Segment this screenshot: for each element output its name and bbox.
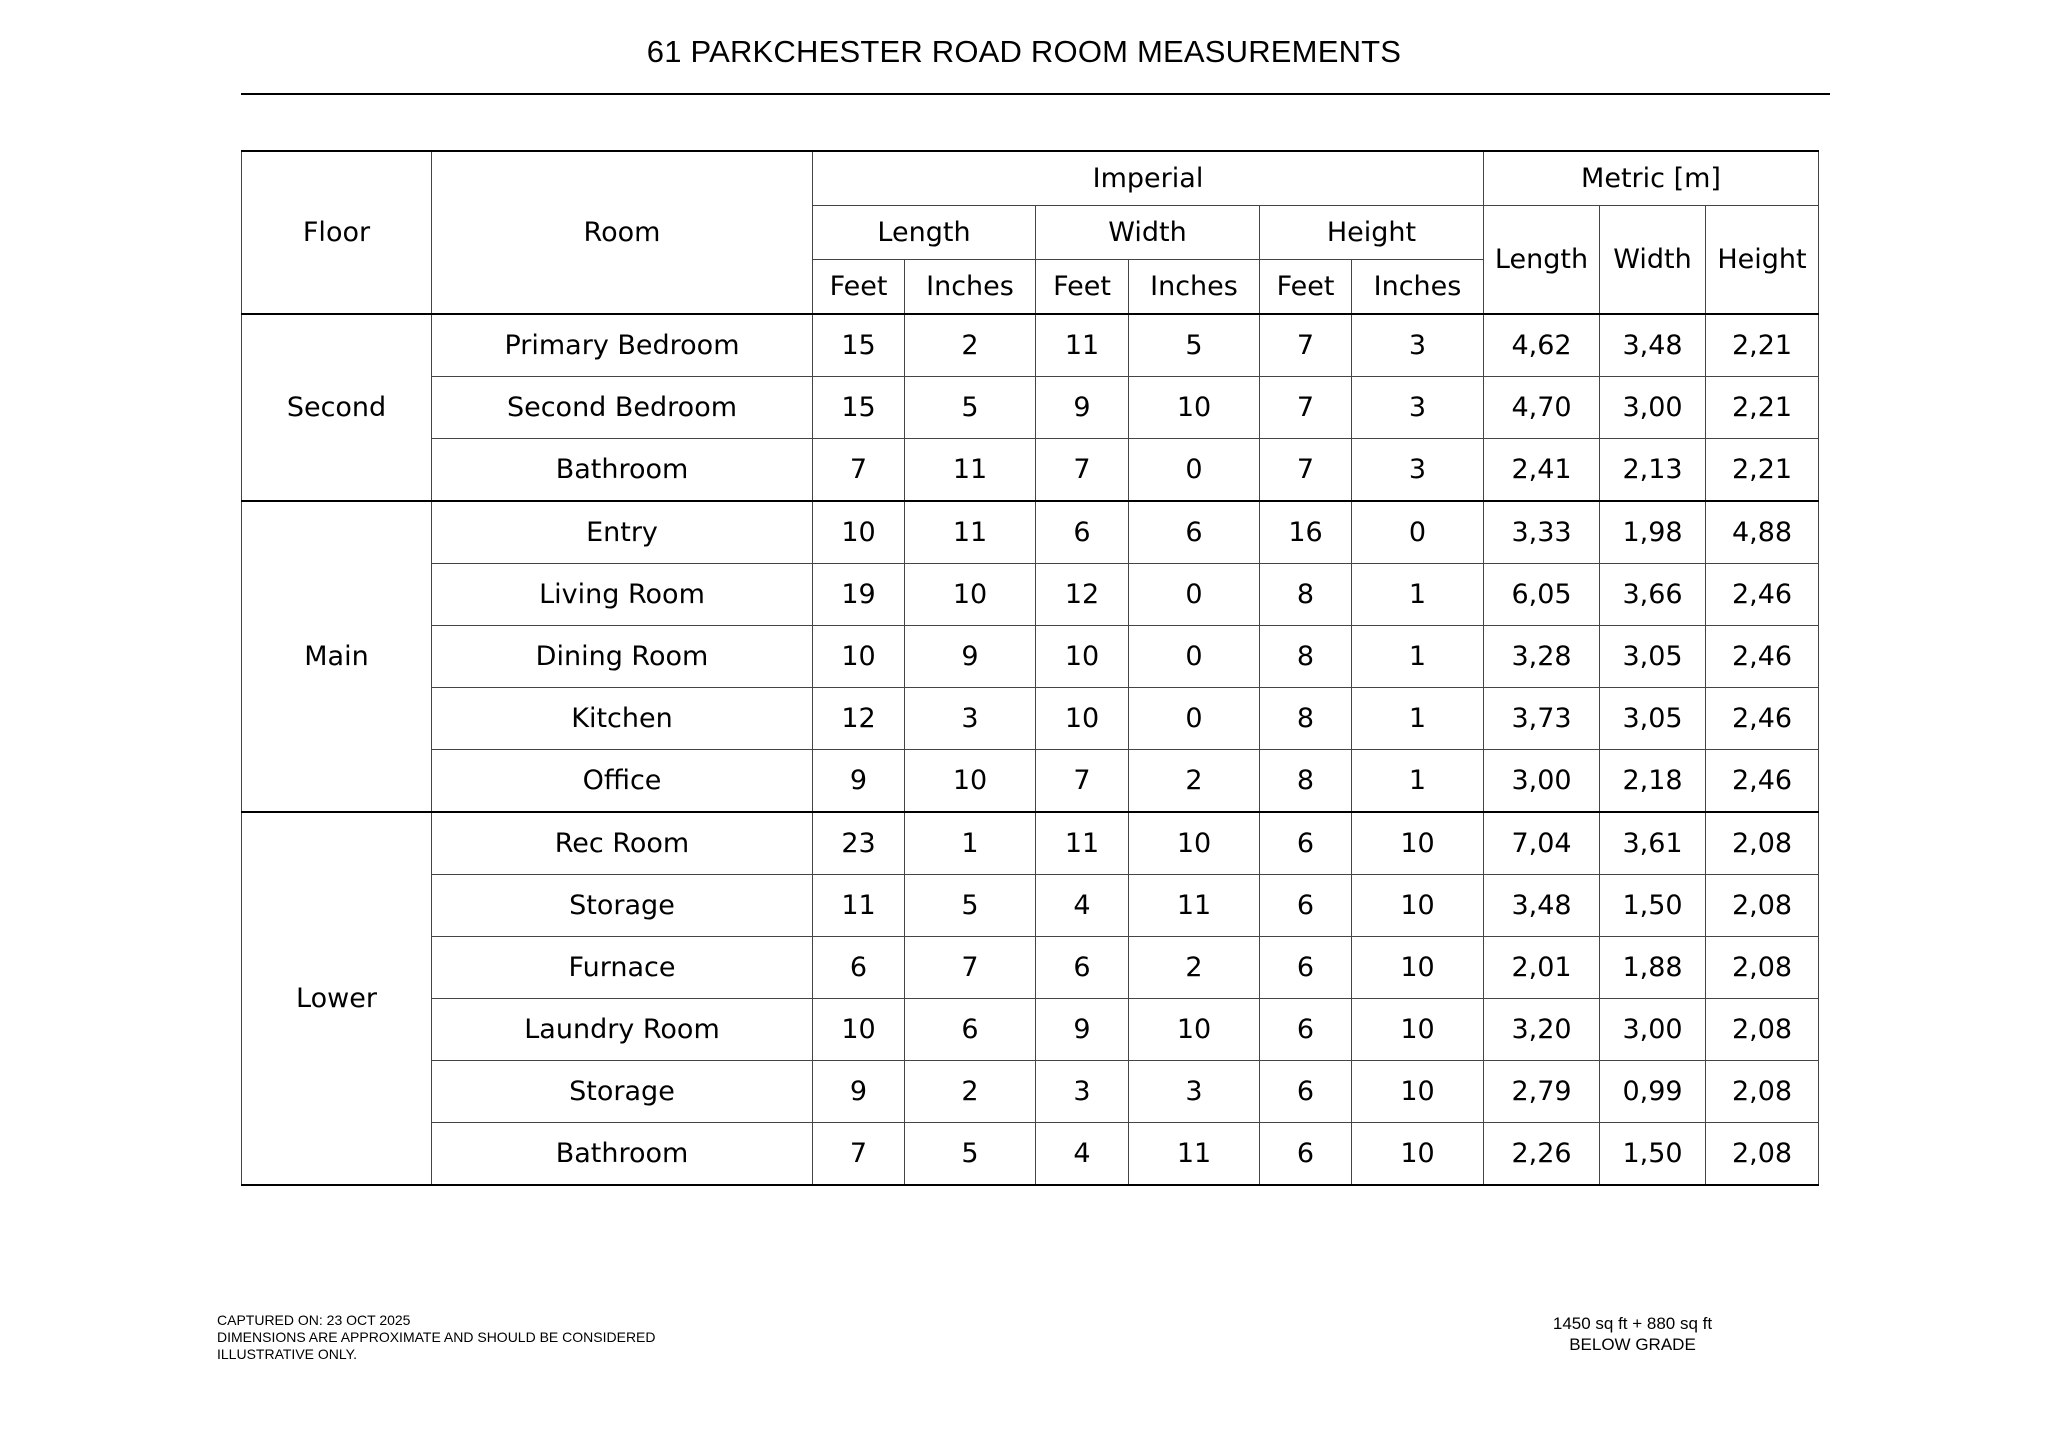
height-feet-cell: 6 — [1260, 875, 1352, 937]
metric-height-cell: 2,08 — [1706, 812, 1819, 875]
metric-length-cell: 2,79 — [1484, 1061, 1600, 1123]
height-feet-cell: 7 — [1260, 439, 1352, 502]
height-inches-cell: 3 — [1352, 439, 1484, 502]
metric-height-cell: 2,08 — [1706, 999, 1819, 1061]
length-inches-cell: 7 — [905, 937, 1036, 999]
width-feet-cell: 10 — [1036, 688, 1129, 750]
metric-width-cell: 3,05 — [1600, 626, 1706, 688]
length-inches-cell: 3 — [905, 688, 1036, 750]
area-below-grade: BELOW GRADE — [1569, 1335, 1696, 1354]
room-name-cell: Office — [432, 750, 813, 813]
metric-length-cell: 2,01 — [1484, 937, 1600, 999]
length-feet-cell: 10 — [813, 501, 905, 564]
length-inches-cell: 5 — [905, 377, 1036, 439]
room-name-cell: Entry — [432, 501, 813, 564]
metric-length-cell: 6,05 — [1484, 564, 1600, 626]
metric-height-cell: 2,46 — [1706, 564, 1819, 626]
header-width-inches: Inches — [1129, 260, 1260, 315]
width-feet-cell: 7 — [1036, 750, 1129, 813]
length-feet-cell: 12 — [813, 688, 905, 750]
length-feet-cell: 23 — [813, 812, 905, 875]
width-inches-cell: 10 — [1129, 999, 1260, 1061]
header-row-1 — [242, 151, 1819, 206]
length-feet-cell: 9 — [813, 750, 905, 813]
room-name-cell: Bathroom — [432, 439, 813, 502]
height-inches-cell: 1 — [1352, 750, 1484, 813]
width-feet-cell: 7 — [1036, 439, 1129, 502]
length-inches-cell: 5 — [905, 1123, 1036, 1186]
metric-height-cell: 2,46 — [1706, 688, 1819, 750]
room-name-cell: Kitchen — [432, 688, 813, 750]
width-feet-cell: 10 — [1036, 626, 1129, 688]
metric-length-cell: 7,04 — [1484, 812, 1600, 875]
table-row — [242, 875, 1819, 937]
metric-length-cell: 4,62 — [1484, 314, 1600, 377]
metric-width-cell: 1,50 — [1600, 875, 1706, 937]
header-length-inches: Inches — [905, 260, 1036, 315]
width-inches-cell: 11 — [1129, 1123, 1260, 1186]
length-feet-cell: 10 — [813, 626, 905, 688]
table-row — [242, 812, 1819, 875]
header-imperial-width: Width — [1036, 206, 1260, 260]
metric-height-cell: 2,08 — [1706, 1123, 1819, 1186]
height-feet-cell: 6 — [1260, 937, 1352, 999]
metric-width-cell: 3,05 — [1600, 688, 1706, 750]
height-feet-cell: 6 — [1260, 1123, 1352, 1186]
metric-height-cell: 2,21 — [1706, 377, 1819, 439]
metric-length-cell: 3,48 — [1484, 875, 1600, 937]
metric-width-cell: 3,00 — [1600, 999, 1706, 1061]
length-feet-cell: 7 — [813, 439, 905, 502]
disclaimer-line-2: ILLUSTRATIVE ONLY. — [217, 1346, 358, 1362]
height-inches-cell: 3 — [1352, 377, 1484, 439]
floor-name-cell: Lower — [242, 812, 432, 1185]
table-row — [242, 688, 1819, 750]
width-feet-cell: 11 — [1036, 314, 1129, 377]
metric-width-cell: 1,88 — [1600, 937, 1706, 999]
width-inches-cell: 3 — [1129, 1061, 1260, 1123]
length-inches-cell: 9 — [905, 626, 1036, 688]
height-feet-cell: 8 — [1260, 564, 1352, 626]
metric-length-cell: 3,33 — [1484, 501, 1600, 564]
area-summary — [1520, 1313, 1745, 1355]
width-feet-cell: 9 — [1036, 377, 1129, 439]
metric-width-cell: 3,61 — [1600, 812, 1706, 875]
table-row — [242, 439, 1819, 502]
height-inches-cell: 3 — [1352, 314, 1484, 377]
floor-name-cell: Second — [242, 314, 432, 501]
height-inches-cell: 0 — [1352, 501, 1484, 564]
room-name-cell: Storage — [432, 1061, 813, 1123]
room-name-cell: Laundry Room — [432, 999, 813, 1061]
metric-height-cell: 2,21 — [1706, 439, 1819, 502]
room-measurements-table — [241, 150, 1819, 1186]
height-inches-cell: 10 — [1352, 999, 1484, 1061]
floor-name-cell: Main — [242, 501, 432, 812]
header-metric-width: Width — [1600, 206, 1706, 315]
table-row — [242, 750, 1819, 813]
table-row — [242, 999, 1819, 1061]
metric-width-cell: 3,48 — [1600, 314, 1706, 377]
room-name-cell: Furnace — [432, 937, 813, 999]
metric-width-cell: 3,00 — [1600, 377, 1706, 439]
length-inches-cell: 1 — [905, 812, 1036, 875]
metric-width-cell: 1,98 — [1600, 501, 1706, 564]
width-feet-cell: 6 — [1036, 501, 1129, 564]
header-imperial-length: Length — [813, 206, 1036, 260]
metric-width-cell: 0,99 — [1600, 1061, 1706, 1123]
length-inches-cell: 11 — [905, 439, 1036, 502]
metric-length-cell: 2,41 — [1484, 439, 1600, 502]
length-inches-cell: 2 — [905, 1061, 1036, 1123]
width-inches-cell: 5 — [1129, 314, 1260, 377]
room-name-cell: Bathroom — [432, 1123, 813, 1186]
length-inches-cell: 6 — [905, 999, 1036, 1061]
table-row — [242, 564, 1819, 626]
metric-width-cell: 3,66 — [1600, 564, 1706, 626]
width-inches-cell: 2 — [1129, 750, 1260, 813]
title-divider — [241, 93, 1830, 95]
area-total: 1450 sq ft + 880 sq ft — [1552, 1314, 1713, 1333]
height-inches-cell: 10 — [1352, 937, 1484, 999]
height-inches-cell: 10 — [1352, 1061, 1484, 1123]
metric-height-cell: 2,08 — [1706, 1061, 1819, 1123]
metric-width-cell: 1,50 — [1600, 1123, 1706, 1186]
height-feet-cell: 16 — [1260, 501, 1352, 564]
table-row — [242, 314, 1819, 377]
height-inches-cell: 10 — [1352, 812, 1484, 875]
table-row — [242, 377, 1819, 439]
metric-height-cell: 2,08 — [1706, 937, 1819, 999]
metric-length-cell: 3,00 — [1484, 750, 1600, 813]
header-metric-height: Height — [1706, 206, 1819, 315]
disclaimer-line-1: DIMENSIONS ARE APPROXIMATE AND SHOULD BE CONSIDERED — [217, 1329, 656, 1345]
height-feet-cell: 7 — [1260, 314, 1352, 377]
height-feet-cell: 8 — [1260, 750, 1352, 813]
height-inches-cell: 1 — [1352, 688, 1484, 750]
metric-length-cell: 3,73 — [1484, 688, 1600, 750]
table-row — [242, 1123, 1819, 1186]
width-inches-cell: 2 — [1129, 937, 1260, 999]
metric-length-cell: 2,26 — [1484, 1123, 1600, 1186]
metric-height-cell: 2,46 — [1706, 750, 1819, 813]
height-feet-cell: 6 — [1260, 1061, 1352, 1123]
header-length-feet: Feet — [813, 260, 905, 315]
height-inches-cell: 1 — [1352, 564, 1484, 626]
metric-length-cell: 4,70 — [1484, 377, 1600, 439]
header-metric-length: Length — [1484, 206, 1600, 315]
header-height-feet: Feet — [1260, 260, 1352, 315]
header-imperial: Imperial — [813, 151, 1484, 206]
height-inches-cell: 1 — [1352, 626, 1484, 688]
width-inches-cell: 11 — [1129, 875, 1260, 937]
header-room: Room — [432, 151, 813, 314]
header-width-feet: Feet — [1036, 260, 1129, 315]
length-feet-cell: 6 — [813, 937, 905, 999]
width-inches-cell: 10 — [1129, 812, 1260, 875]
metric-length-cell: 3,20 — [1484, 999, 1600, 1061]
table-row — [242, 626, 1819, 688]
table-row — [242, 1061, 1819, 1123]
room-name-cell: Second Bedroom — [432, 377, 813, 439]
metric-length-cell: 3,28 — [1484, 626, 1600, 688]
length-inches-cell: 5 — [905, 875, 1036, 937]
length-inches-cell: 2 — [905, 314, 1036, 377]
page-title: 61 PARKCHESTER ROAD ROOM MEASUREMENTS — [646, 34, 1402, 69]
width-feet-cell: 4 — [1036, 875, 1129, 937]
length-feet-cell: 19 — [813, 564, 905, 626]
room-name-cell: Rec Room — [432, 812, 813, 875]
height-feet-cell: 6 — [1260, 999, 1352, 1061]
length-feet-cell: 7 — [813, 1123, 905, 1186]
width-feet-cell: 9 — [1036, 999, 1129, 1061]
metric-height-cell: 2,46 — [1706, 626, 1819, 688]
metric-height-cell: 4,88 — [1706, 501, 1819, 564]
height-feet-cell: 8 — [1260, 688, 1352, 750]
length-feet-cell: 15 — [813, 314, 905, 377]
table-body — [242, 314, 1819, 1185]
measurements-table-container — [241, 150, 1819, 1186]
length-inches-cell: 11 — [905, 501, 1036, 564]
header-height-inches: Inches — [1352, 260, 1484, 315]
capture-note — [217, 1312, 656, 1363]
room-name-cell: Primary Bedroom — [432, 314, 813, 377]
room-name-cell: Storage — [432, 875, 813, 937]
width-inches-cell: 0 — [1129, 688, 1260, 750]
width-inches-cell: 6 — [1129, 501, 1260, 564]
width-inches-cell: 0 — [1129, 439, 1260, 502]
length-inches-cell: 10 — [905, 750, 1036, 813]
height-inches-cell: 10 — [1352, 1123, 1484, 1186]
height-feet-cell: 6 — [1260, 812, 1352, 875]
metric-width-cell: 2,18 — [1600, 750, 1706, 813]
width-inches-cell: 0 — [1129, 564, 1260, 626]
length-feet-cell: 9 — [813, 1061, 905, 1123]
length-feet-cell: 15 — [813, 377, 905, 439]
length-feet-cell: 11 — [813, 875, 905, 937]
table-row — [242, 937, 1819, 999]
table-row — [242, 501, 1819, 564]
length-inches-cell: 10 — [905, 564, 1036, 626]
header-imperial-height: Height — [1260, 206, 1484, 260]
length-feet-cell: 10 — [813, 999, 905, 1061]
width-inches-cell: 0 — [1129, 626, 1260, 688]
height-inches-cell: 10 — [1352, 875, 1484, 937]
metric-width-cell: 2,13 — [1600, 439, 1706, 502]
height-feet-cell: 7 — [1260, 377, 1352, 439]
captured-date: CAPTURED ON: 23 OCT 2025 — [217, 1312, 411, 1328]
width-inches-cell: 10 — [1129, 377, 1260, 439]
metric-height-cell: 2,21 — [1706, 314, 1819, 377]
header-metric: Metric [m] — [1484, 151, 1819, 206]
height-feet-cell: 8 — [1260, 626, 1352, 688]
room-name-cell: Living Room — [432, 564, 813, 626]
width-feet-cell: 3 — [1036, 1061, 1129, 1123]
metric-height-cell: 2,08 — [1706, 875, 1819, 937]
width-feet-cell: 11 — [1036, 812, 1129, 875]
width-feet-cell: 4 — [1036, 1123, 1129, 1186]
width-feet-cell: 6 — [1036, 937, 1129, 999]
room-name-cell: Dining Room — [432, 626, 813, 688]
header-floor: Floor — [242, 151, 432, 314]
width-feet-cell: 12 — [1036, 564, 1129, 626]
